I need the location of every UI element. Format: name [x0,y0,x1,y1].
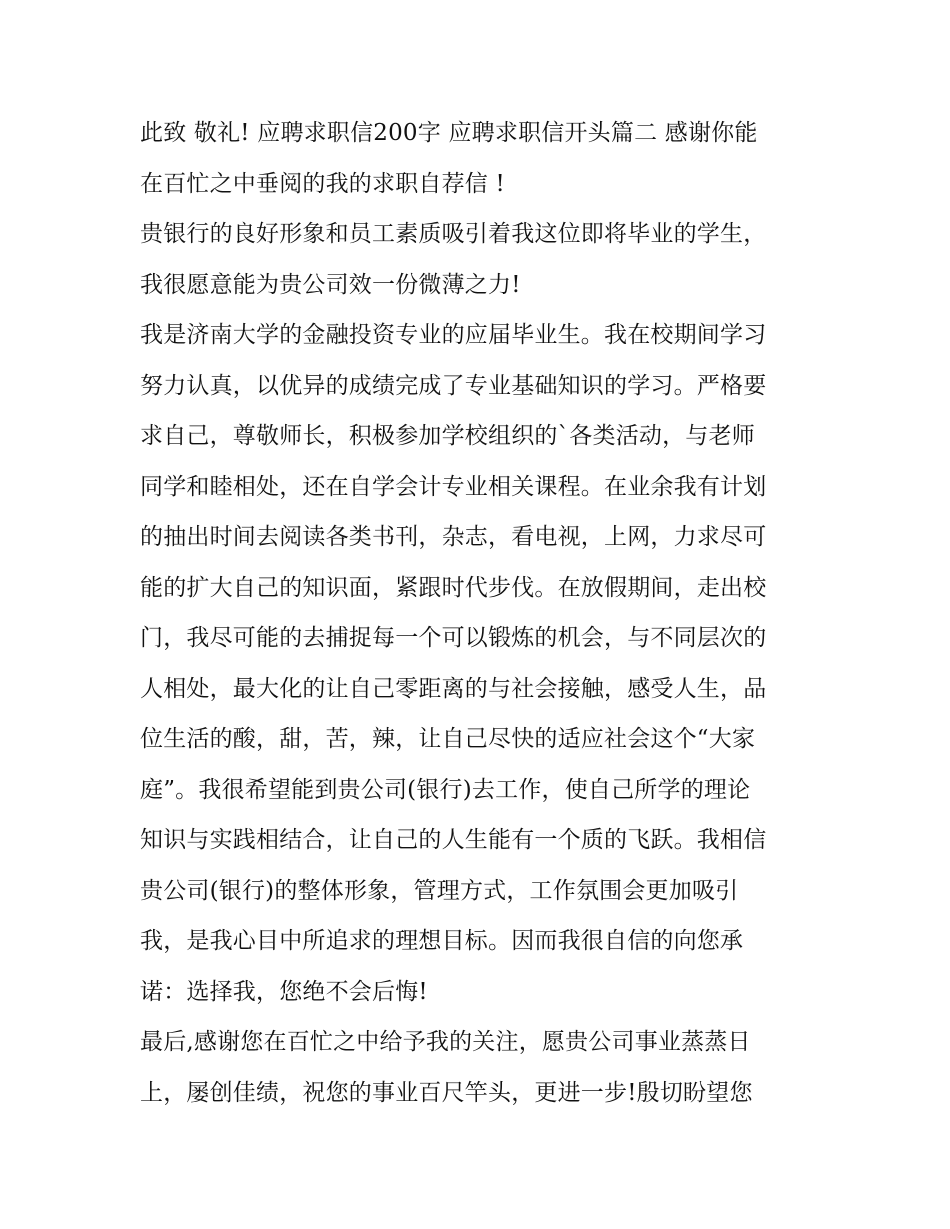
text-line: 最后,感谢您在百忙之中给予我的关注，愿贵公司事业蒸蒸日 [140,1029,751,1055]
text-line: 庭”。我很希望能到贵公司(银行)去工作，使自己所学的理论 [140,776,751,803]
text-line: 上，屡创佳绩，祝您的事业百尺竿头，更进一步!殷切盼望您 [140,1079,753,1106]
text-line: 此致 敬礼! 应聘求职信200字 应聘求职信开头篇二 感谢你能 [140,120,758,146]
text-line: 贵公司(银行)的整体形象，管理方式，工作氛围会更加吸引 [140,877,739,904]
text-line: 门，我尽可能的去捕捉每一个可以锻炼的机会，与不同层次的 [140,625,767,651]
text-line: 知识与实践相结合，让自己的人生能有一个质的飞跃。我相信 [140,827,767,853]
text-line: 我，是我心目中所追求的理想目标。因而我很自信的向您承 [140,928,744,954]
text-line: 能的扩大自己的知识面，紧跟时代步伐。在放假期间，走出校 [140,574,767,601]
text-line: 贵银行的良好形象和员工素质吸引着我这位即将毕业的学生， [140,221,767,247]
text-line: 同学和睦相处，还在自学会计专业相关课程。在业余我有计划 [140,473,767,500]
text-line: 努力认真，以优异的成绩完成了专业基础知识的学习。严格要 [140,372,767,399]
text-line: 在百忙之中垂阅的我的求职自荐信 ! [140,170,505,197]
text-line: 人相处，最大化的让自己零距离的与社会接触，感受人生，品 [140,675,767,702]
text-line: 我很愿意能为贵公司效一份微薄之力! [140,271,521,298]
text-line: 求自己，尊敬师长，积极参加学校组织的`各类活动，与老师 [140,423,755,449]
text-line: 诺：选择我，您绝不会后悔! [140,978,428,1005]
text-line: 位生活的酸，甜，苦，辣，让自己尽快的适应社会这个“大家 [140,726,756,752]
text-line: 的抽出时间去阅读各类书刊，杂志，看电视，上网，力求尽可 [140,524,767,550]
text-line: 我是济南大学的金融投资专业的应届毕业生。我在校期间学习 [140,322,767,348]
document-body [140,108,820,1118]
